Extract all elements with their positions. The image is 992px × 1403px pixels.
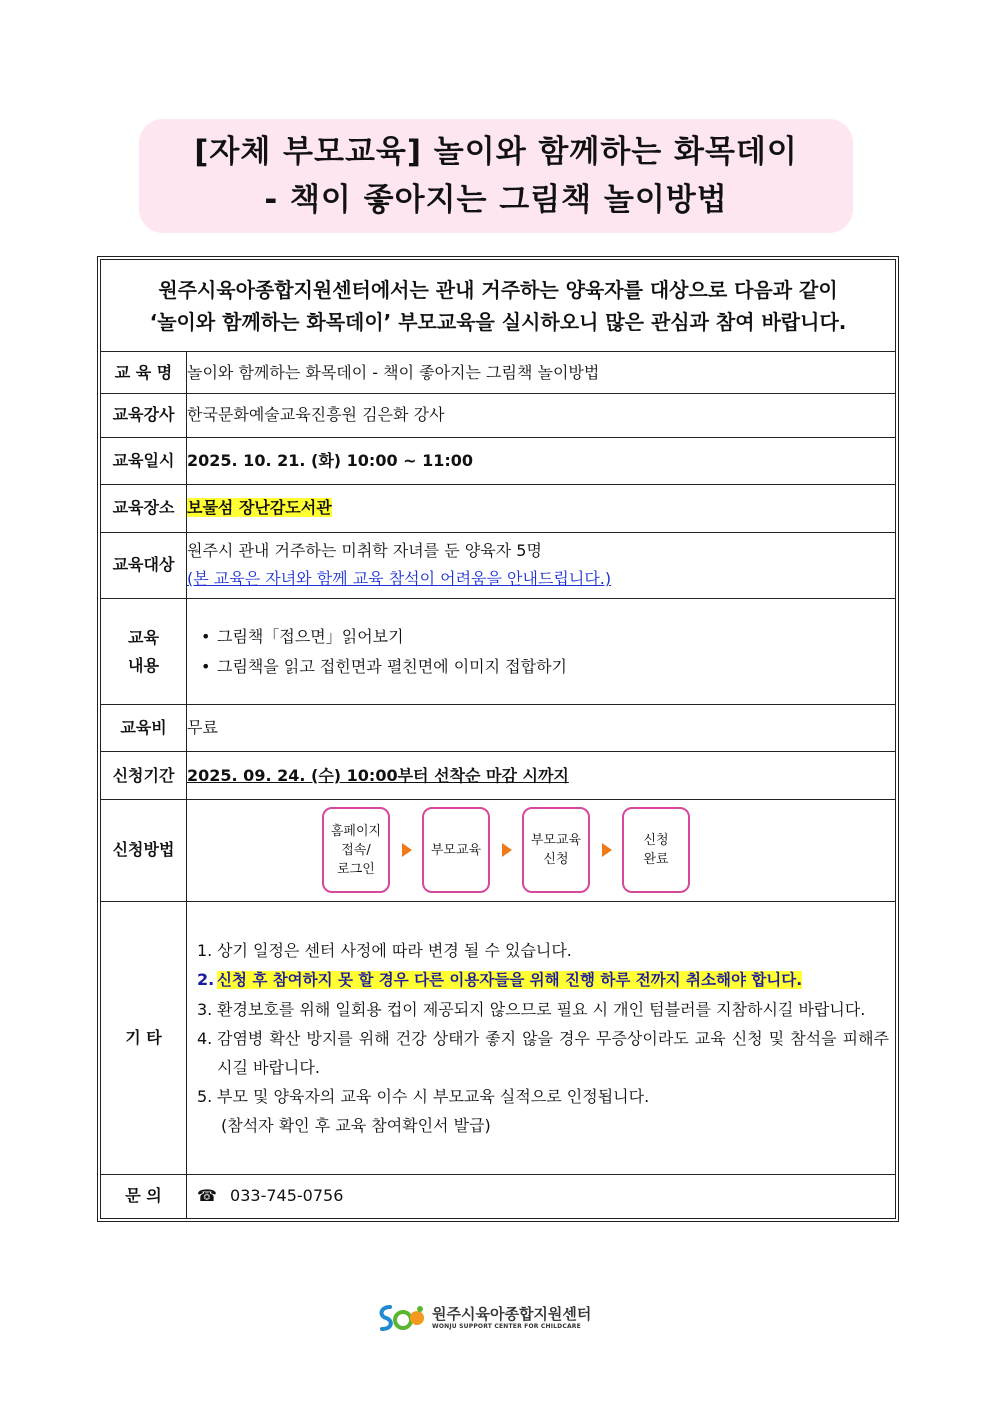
intro-row	[101, 260, 896, 352]
step-parent-education	[422, 807, 490, 893]
label-place: 교육장소	[101, 484, 187, 532]
label-content-line-2: 내용	[128, 655, 159, 675]
value-fee: 무료	[187, 705, 896, 752]
note-2-text: 신청 후 참여하지 못 할 경우 다른 이용자들을 위해 진행 하루 전까지 취소해야 합니다.	[217, 970, 803, 989]
value-name: 놀이와 함께하는 화목데이 - 책이 좋아지는 그림책 놀이방법	[187, 352, 896, 394]
note-2-num: 2.	[197, 969, 215, 989]
intro-line-2: ‘놀이와 함께하는 화목데이’ 부모교육을 실시하오니 많은 관심과 참여 바랍니다.	[149, 309, 847, 334]
note-4	[197, 1024, 889, 1082]
intro-text	[101, 260, 896, 352]
phone-icon: ☎	[197, 1186, 217, 1206]
target-note: (본 교육은 자녀와 함께 교육 참석이 어려움을 안내드립니다.)	[187, 569, 612, 589]
label-name: 교 육 명	[101, 352, 187, 394]
value-contact-cell	[187, 1174, 896, 1218]
note-5-sub: (참석자 확인 후 교육 참여확인서 발급)	[221, 1115, 491, 1135]
step-login-line-2: 접속/	[341, 842, 371, 858]
step-complete	[622, 807, 690, 893]
note-1-text: 상기 일정은 센터 사정에 따라 변경 될 수 있습니다.	[217, 940, 572, 960]
value-instructor: 한국문화예술교육진흥원 김은화 강사	[187, 394, 896, 437]
page-subtitle: - 책이 좋아지는 그림책 놀이방법	[264, 182, 728, 218]
logo-text	[432, 1306, 591, 1331]
row-content	[101, 599, 896, 705]
note-4-text: 감염병 확산 방지를 위해 건강 상태가 좋지 않을 경우 무증상이라도 교육 신청 및 참석을 피해주시길 바랍니다.	[217, 1028, 889, 1077]
logo-name-en: WONJU SUPPORT CENTER FOR CHILDCARE	[432, 1322, 581, 1330]
step-login-line-3: 로그인	[337, 861, 375, 877]
info-table	[100, 259, 896, 1219]
note-5-num: 5.	[197, 1086, 213, 1106]
step-login	[322, 807, 390, 893]
value-place-cell	[187, 484, 896, 532]
label-target: 교육대상	[101, 532, 187, 598]
step-login-line-1: 홈페이지	[330, 823, 382, 839]
step-apply-line-2: 신청	[543, 852, 569, 868]
label-contact: 문 의	[101, 1174, 187, 1218]
row-datetime	[101, 437, 896, 484]
intro-line-1: 원주시육아종합지원센터에서는 관내 거주하는 양육자를 대상으로 다음과 같이	[158, 277, 838, 302]
row-contact	[101, 1174, 896, 1218]
logo-mark-icon	[376, 1303, 428, 1333]
value-content-cell	[187, 599, 896, 705]
row-instructor	[101, 394, 896, 437]
label-content	[101, 599, 187, 705]
row-place	[101, 484, 896, 532]
note-3-text: 환경보호를 위해 일회용 컵이 제공되지 않으므로 필요 시 개인 텀블러를 지참하시길 바랍니다.	[217, 999, 866, 1019]
value-target: 원주시 관내 거주하는 미취학 자녀를 둔 양육자 5명	[187, 541, 542, 561]
step-complete-line-2: 완료	[643, 852, 669, 868]
step-apply-line-1: 부모교육	[530, 833, 582, 849]
row-period	[101, 752, 896, 799]
note-5-text: 부모 및 양육자의 교육 이수 시 부모교육 실적으로 인정됩니다.	[217, 1086, 650, 1106]
content-item-1: • 그림책「접으면」읽어보기	[197, 622, 895, 652]
value-place: 보물섬 장난감도서관	[187, 498, 332, 518]
step-arrow-icon	[402, 843, 412, 857]
note-1	[197, 936, 889, 965]
label-datetime: 교육일시	[101, 437, 187, 484]
label-period: 신청기간	[101, 752, 187, 799]
title-banner	[139, 119, 853, 233]
note-3-num: 3.	[197, 999, 213, 1019]
value-method-cell	[187, 799, 896, 901]
contact-phone: 033-745-0756	[230, 1186, 344, 1206]
step-arrow-icon	[602, 843, 612, 857]
label-content-line-1: 교육	[128, 627, 159, 647]
value-datetime: 2025. 10. 21. (화) 10:00 ~ 11:00	[187, 437, 896, 484]
content-list	[197, 622, 895, 682]
row-etc	[101, 901, 896, 1174]
value-target-cell	[187, 532, 896, 598]
value-period: 2025. 09. 24. (수) 10:00부터 선착순 마감 시까지	[187, 765, 569, 785]
label-method: 신청방법	[101, 799, 187, 901]
application-steps	[187, 807, 895, 893]
info-table-frame	[97, 256, 899, 1222]
row-name	[101, 352, 896, 394]
note-4-num: 4.	[197, 1028, 213, 1048]
content-item-2: • 그림책을 읽고 접힌면과 펼친면에 이미지 접합하기	[197, 652, 895, 682]
step-complete-line-1: 신청	[643, 833, 669, 849]
note-3	[197, 995, 889, 1024]
value-etc-cell	[187, 901, 896, 1174]
row-method	[101, 799, 896, 901]
notes-list	[187, 936, 895, 1140]
logo-name-ko: 원주시육아종합지원센터	[432, 1304, 592, 1323]
label-etc: 기 타	[101, 901, 187, 1174]
row-fee	[101, 705, 896, 752]
step-parent-education-label: 부모교육	[430, 842, 482, 858]
note-5	[197, 1082, 889, 1140]
row-target	[101, 532, 896, 598]
step-apply	[522, 807, 590, 893]
label-instructor: 교육강사	[101, 394, 187, 437]
note-2	[197, 965, 889, 995]
value-period-cell	[187, 752, 896, 799]
center-logo	[376, 1302, 591, 1334]
page-title: [자체 부모교육] 놀이와 함께하는 화목데이	[194, 134, 798, 170]
label-fee: 교육비	[101, 705, 187, 752]
step-arrow-icon	[502, 843, 512, 857]
note-1-num: 1.	[197, 940, 213, 960]
